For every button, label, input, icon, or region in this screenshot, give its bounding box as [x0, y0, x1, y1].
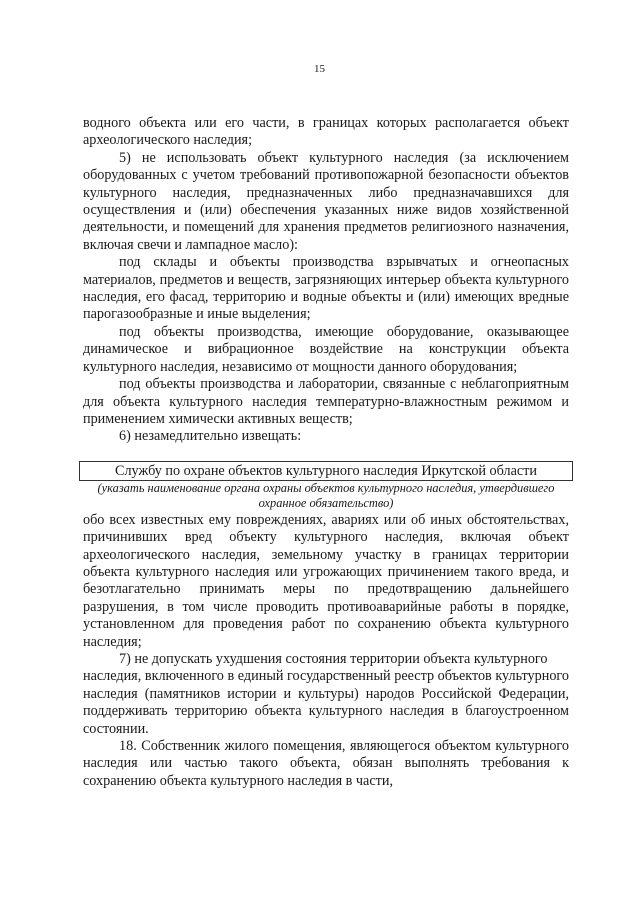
- paragraph-1: водного объекта или его части, в границах которых располагается объект археологического наследия;: [83, 115, 569, 149]
- paragraph-10: 18. Собственник жилого помещения, являющегося объектом культурного наследия или частью такого объекта, обязан выполнять требования к сохранению объекта культурного наследия в части,: [83, 738, 569, 789]
- authority-name-box: Службу по охране объектов культурного наследия Иркутской области: [79, 461, 573, 481]
- paragraph-7: обо всех известных ему повреждениях, авариях или об иных обстоятельствах, причинивших вред объекту культурного наследия, включая объект археологического наследия, земельному участку в границах территории объекта культурного наследия или угрожающих причинением такого вреда, и безотлагательно принимать меры по предотвращению дальнейшего разрушения, в том числе проводить противоаварийные работы в порядке, установленном для проведения работ по сохранению объекта культурного наследия;: [83, 511, 569, 650]
- paragraph-8: 7) не допускать ухудшения состояния территории объекта культурного: [119, 650, 548, 667]
- paragraph-4: под объекты производства, имеющие оборудование, оказывающее динамическое и вибрационное воздействие на конструкции объекта культурного наследия, независимо от мощности данного оборудования;: [83, 323, 569, 375]
- paragraph-3: под склады и объекты производства взрывчатых и огнеопасных материалов, предметов и веществ, загрязняющих интерьер объекта культурного наследия, его фасад, территорию и водные объекты и (или) имеющих вредные парогазообразные и иные выделения;: [83, 254, 569, 323]
- document-body: [83, 115, 569, 790]
- page-number: 15: [314, 63, 325, 75]
- paragraph-5: под объекты производства и лаборатории, связанные с неблагоприятным для объекта культурного наследия температурно-влажностным режимом и применением химически активных веществ;: [83, 376, 569, 427]
- authority-caption: (указать наименование органа охраны объектов культурного наследия, утвердившего охранное обязательство): [97, 480, 555, 511]
- paragraph-9: наследия, включенного в единый государственный реестр объектов культурного наследия (памятников истории и культуры) народов Российской Федерации, поддерживать территорию объекта культурного наследия в благоустроенном состоянии.: [83, 668, 569, 737]
- paragraph-2: 5) не использовать объект культурного наследия (за исключением оборудованных с учетом требований противопожарной безопасности объектов культурного наследия, предназначенных либо предназначавшихся для осуществления и (или) обеспечения указанных ниже видов хозяйственной деятельности, и помещений для хранения предметов религиозного назначения, включая свечи и лампадное масло):: [83, 149, 569, 253]
- paragraph-6: 6) незамедлительно извещать:: [119, 428, 302, 445]
